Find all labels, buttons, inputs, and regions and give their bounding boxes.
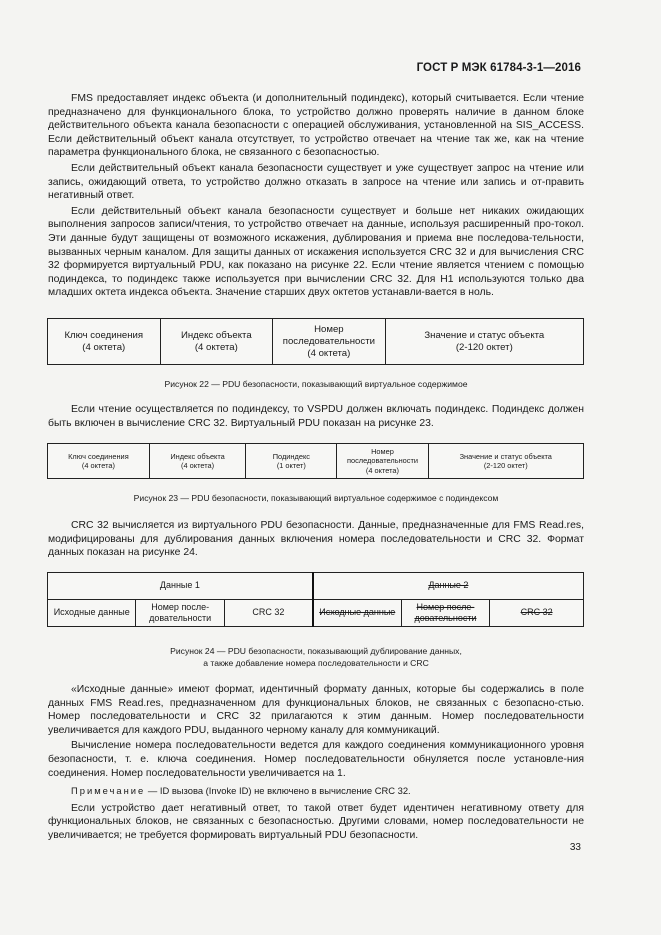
figure-23-caption: Рисунок 23 — PDU безопасности, показывающий виртуальное содержимое с подиндексом (133, 493, 499, 503)
fig23-cell: Индекс объекта (4 октета) (149, 444, 245, 479)
figure-23-table (47, 443, 584, 479)
text-block-3 (48, 519, 584, 562)
paragraph: Если действительный объект канала безопасности существует и больше нет никаких ожидающих выполнения запросов записи/чтения, то устройство отвечает на данные, используя расширенный про-токол. Эти данные будут защищены от возможного искажения, дублирования и приема вне последова-тельности, вызванных черным каналом. Для защиты данных от искажения используется CRC 32 и для вычисления CRC 32 формируется виртуальный PDU, как показано на рисунке 22. Если чтение является чтением с помощью подиндекса, то подиндекс также используется при вычислении CRC 32. Для H1 используются только два младших октета индекса объекта. Значение старших двух октетов устанавли-вается в ноль. (48, 205, 584, 299)
paragraph: Вычисление номера последовательности ведется для каждого соединения коммуникационного уровня безопасности, т. е. ключа соединения. Номер последовательности обнуляется после установле-ния соединения. Номер последовательности увеличивается на 1. (48, 740, 584, 779)
fig24-cell: Исходные данные (313, 600, 401, 627)
fig24-group-data1: Данные 1 (48, 573, 313, 600)
caption-line: а также добавление номера последовательности и CRC (203, 658, 429, 668)
figure-22-table (47, 318, 584, 365)
fig24-cell: Номер после- довательности (136, 600, 224, 627)
fig24-cell: Исходные данные (48, 600, 136, 627)
text-block-4 (48, 683, 584, 845)
fig24-group-data2: Данные 2 (313, 573, 584, 600)
figure-22-caption: Рисунок 22 — PDU безопасности, показывающий виртуальное содержимое (164, 379, 468, 389)
document-header: ГОСТ Р МЭК 61784-3-1—2016 (416, 62, 581, 74)
paragraph: Если действительный объект канала безопасности существует и уже существует запрос на чтение или запись, ожидающий ответа, то устройство должно отказать в запросе на чтение или запись и от-править негативный ответ. (48, 162, 584, 202)
fig22-cell: Индекс объекта (4 октета) (160, 319, 273, 365)
fig23-cell: Подиндекс (1 октет) (246, 444, 337, 479)
paragraph: Если устройство дает негативный ответ, то такой ответ будет идентичен негативному ответу для функциональных блоков, не связанных с безопасностью. Другими словами, номер последовательности не увеличивается; не требуется формировать виртуальный PDU безопасности. (48, 802, 584, 841)
fig24-cell: CRC 32 (224, 600, 312, 627)
fig22-cell: Ключ соединения (4 октета) (48, 319, 161, 365)
fig23-cell: Ключ соединения (4 октета) (48, 444, 150, 479)
fig24-cell: CRC 32 (490, 600, 584, 627)
paragraph: CRC 32 вычисляется из виртуального PDU безопасности. Данные, предназначенные для FMS Read.res, модифицированы для дублирования данных включения номера последовательности и CRC 32. Формат данных показан на рисунке 24. (48, 520, 584, 559)
caption-line: Рисунок 24 — PDU безопасности, показывающий дублирование данных, (170, 646, 462, 656)
fig23-cell: Номер последовательности (4 октета) (337, 444, 428, 479)
paragraph: «Исходные данные» имеют формат, идентичный формату данных, которые бы содержались в поле данных FMS Read.res, предназначенном для функциональных блоков, не связанных с безопасно-стью. Номер последовательности и CRC 32 прилагаются к этим данным. Номер последовательности увеличивается для каждого PDU, выданного черному каналу для коммуникаций. (48, 684, 584, 736)
figure-24-table (47, 572, 584, 627)
note-label: Примечание (71, 785, 146, 797)
fig22-cell: Значение и статус объекта (2-120 октет) (385, 319, 583, 365)
figure-24-caption (48, 645, 584, 669)
note (48, 784, 584, 798)
page-number: 33 (569, 842, 581, 853)
paragraph: Если чтение осуществляется по подиндексу, то VSPDU должен включать подиндекс. Подиндекс должен быть включен в вычисление CRC 32. Виртуальный PDU показан на рисунке 23. (48, 404, 584, 429)
fig22-cell: Номер последовательности (4 октета) (273, 319, 386, 365)
fig23-cell: Значение и статус объекта (2-120 октет) (428, 444, 583, 479)
text-block-2 (48, 403, 584, 432)
fig24-cell: Номер после- довательности (401, 600, 489, 627)
note-text: — ID вызова (Invoke ID) не включено в вычисление CRC 32. (145, 785, 411, 797)
paragraph: FMS предоставляет индекс объекта (и дополнительный подиндекс), который считывается. Если чтение предназначено для функционального блока, то устройство должно проверять наличие в данном блоке действительного объекта канала безопасности с операцией обслуживания, установленной на SIS_ACCESS. Если действительный объект канала отсутствует, то устройство отвечает на чтение так же, как на чтение параметра функционального блока, не связанного с безопасностью. (48, 93, 584, 159)
text-block-1 (48, 92, 584, 302)
